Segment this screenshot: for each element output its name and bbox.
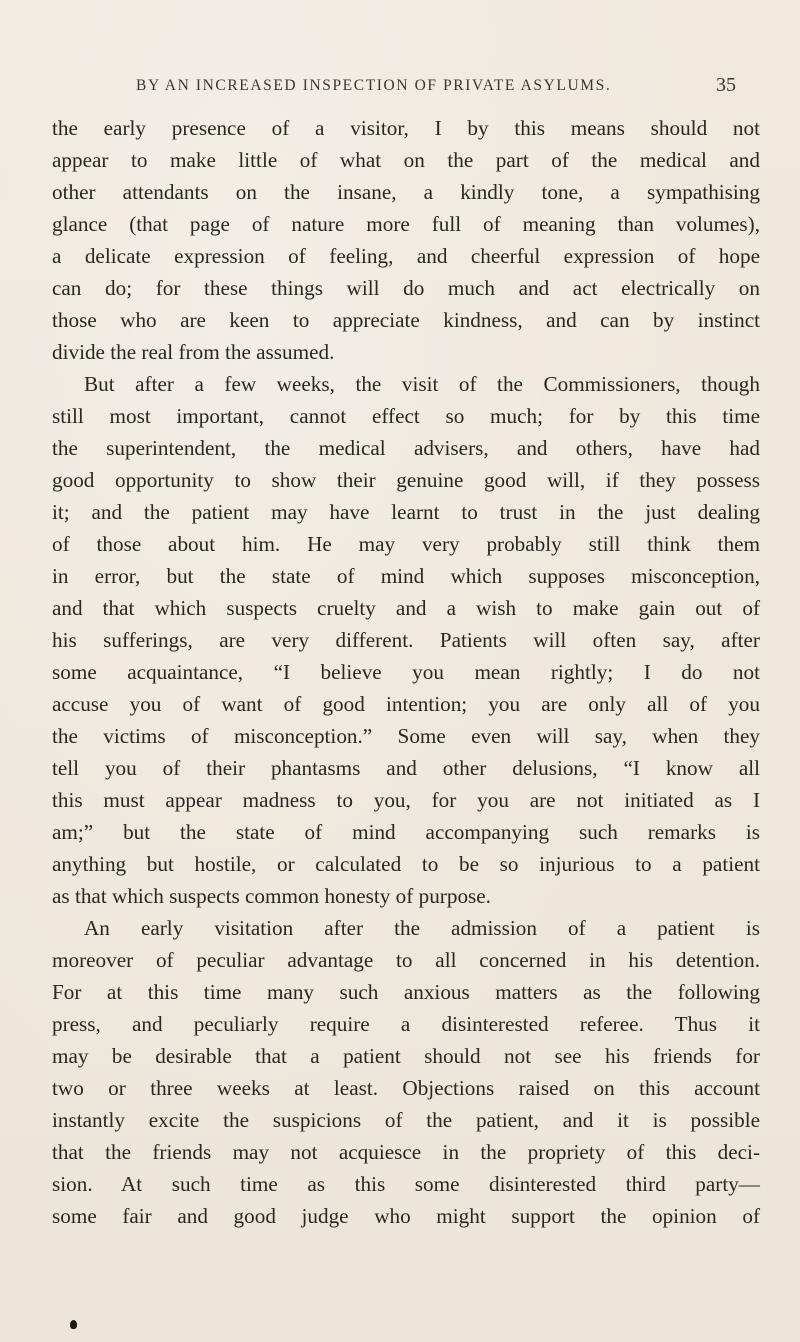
text-line: good opportunity to show their genuine good will, if they possess <box>52 468 760 492</box>
text-line: still most important, cannot effect so much; for by this time <box>52 404 760 428</box>
text-line: other attendants on the insane, a kindly tone, a sympathising <box>52 180 760 204</box>
text-line: the early presence of a visitor, I by this means should not <box>52 116 760 140</box>
text-line: An early visitation after the admission of a patient is <box>84 916 760 940</box>
text-line: am;” but the state of mind accompanying such remarks is <box>52 820 760 844</box>
text-line: moreover of peculiar advantage to all concerned in his detention. <box>52 948 760 972</box>
text-line: press, and peculiarly require a disinterested referee. Thus it <box>52 1012 760 1036</box>
text-line: it; and the patient may have learnt to trust in the just dealing <box>52 500 760 524</box>
page-number: 35 <box>716 74 736 96</box>
text-line: in error, but the state of mind which supposes misconception, <box>52 564 760 588</box>
text-line: accuse you of want of good intention; you are only all of you <box>52 692 760 716</box>
text-line: a delicate expression of feeling, and cheerful expression of hope <box>52 244 760 268</box>
text-line: some acquaintance, “I believe you mean rightly; I do not <box>52 660 760 684</box>
text-line: may be desirable that a patient should not see his friends for <box>52 1044 760 1068</box>
text-line: tell you of their phantasms and other delusions, “I know all <box>52 756 760 780</box>
text-line: divide the real from the assumed. <box>52 340 335 364</box>
text-line: those who are keen to appreciate kindness, and can by instinct <box>52 308 760 332</box>
text-line: his sufferings, are very different. Patients will often say, after <box>52 628 760 652</box>
ink-mark <box>70 1320 77 1329</box>
text-line: anything but hostile, or calculated to be so injurious to a patient <box>52 852 760 876</box>
running-header: BY AN INCREASED INSPECTION OF PRIVATE ASYLUMS. <box>136 77 612 94</box>
body-text <box>52 112 760 1232</box>
text-line: instantly excite the suspicions of the patient, and it is possible <box>52 1108 760 1132</box>
text-line: For at this time many such anxious matters as the following <box>52 980 760 1004</box>
text-line: two or three weeks at least. Objections raised on this account <box>52 1076 760 1100</box>
text-line: glance (that page of nature more full of meaning than volumes), <box>52 212 760 236</box>
text-line: appear to make little of what on the part of the medical and <box>52 148 760 172</box>
text-line: some fair and good judge who might support the opinion of <box>52 1204 760 1228</box>
text-line: But after a few weeks, the visit of the Commissioners, though <box>84 372 760 396</box>
text-line: can do; for these things will do much and act electrically on <box>52 276 760 300</box>
text-line: that the friends may not acquiesce in the propriety of this deci- <box>52 1140 760 1164</box>
text-line: of those about him. He may very probably still think them <box>52 532 760 556</box>
text-line: sion. At such time as this some disinterested third party— <box>52 1172 760 1196</box>
text-line: this must appear madness to you, for you are not initiated as I <box>52 788 760 812</box>
text-line: as that which suspects common honesty of purpose. <box>52 884 491 908</box>
text-line: the victims of misconception.” Some even will say, when they <box>52 724 760 748</box>
text-line: and that which suspects cruelty and a wish to make gain out of <box>52 596 760 620</box>
text-line: the superintendent, the medical advisers, and others, have had <box>52 436 760 460</box>
